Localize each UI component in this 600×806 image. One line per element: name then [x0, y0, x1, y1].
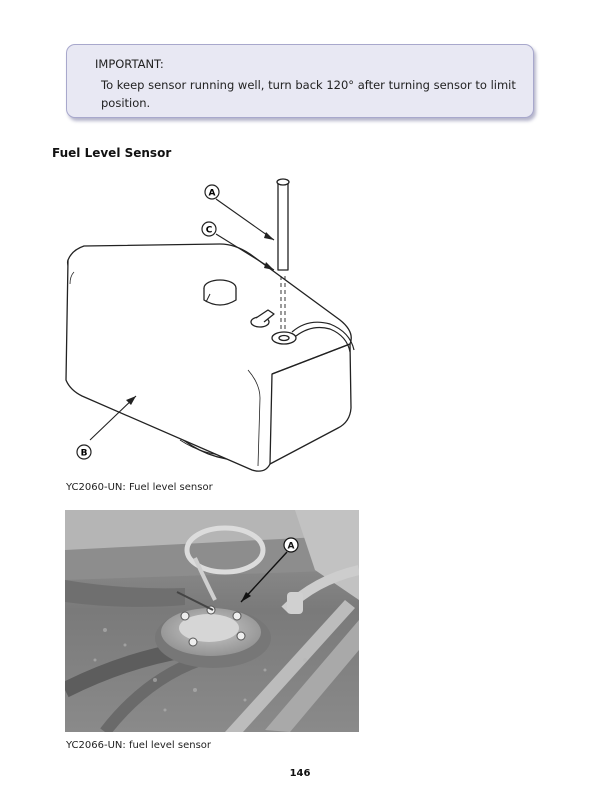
fuel-tank-diagram: [60, 172, 370, 477]
figure1-caption: YC2060-UN: Fuel level sensor: [66, 482, 213, 493]
notice-title: IMPORTANT:: [95, 57, 164, 71]
callout-c: [202, 222, 216, 236]
svg-text:C: C: [205, 225, 213, 236]
figure2-caption: YC2066-UN: fuel level sensor: [66, 740, 212, 751]
callout-a: [205, 185, 219, 199]
photo-callout-a: [284, 538, 298, 552]
section-heading: Fuel Level Sensor: [52, 146, 172, 160]
svg-text:A: A: [287, 541, 295, 552]
page-number: 146: [289, 768, 311, 779]
callout-b: [77, 445, 91, 459]
fuel-level-sensor-photo: [65, 510, 359, 732]
svg-text:B: B: [80, 448, 88, 459]
important-notice: [66, 44, 534, 118]
notice-body: To keep sensor running well, turn back 120° after turning sensor to limit position.: [101, 78, 516, 110]
svg-text:A: A: [208, 188, 216, 199]
